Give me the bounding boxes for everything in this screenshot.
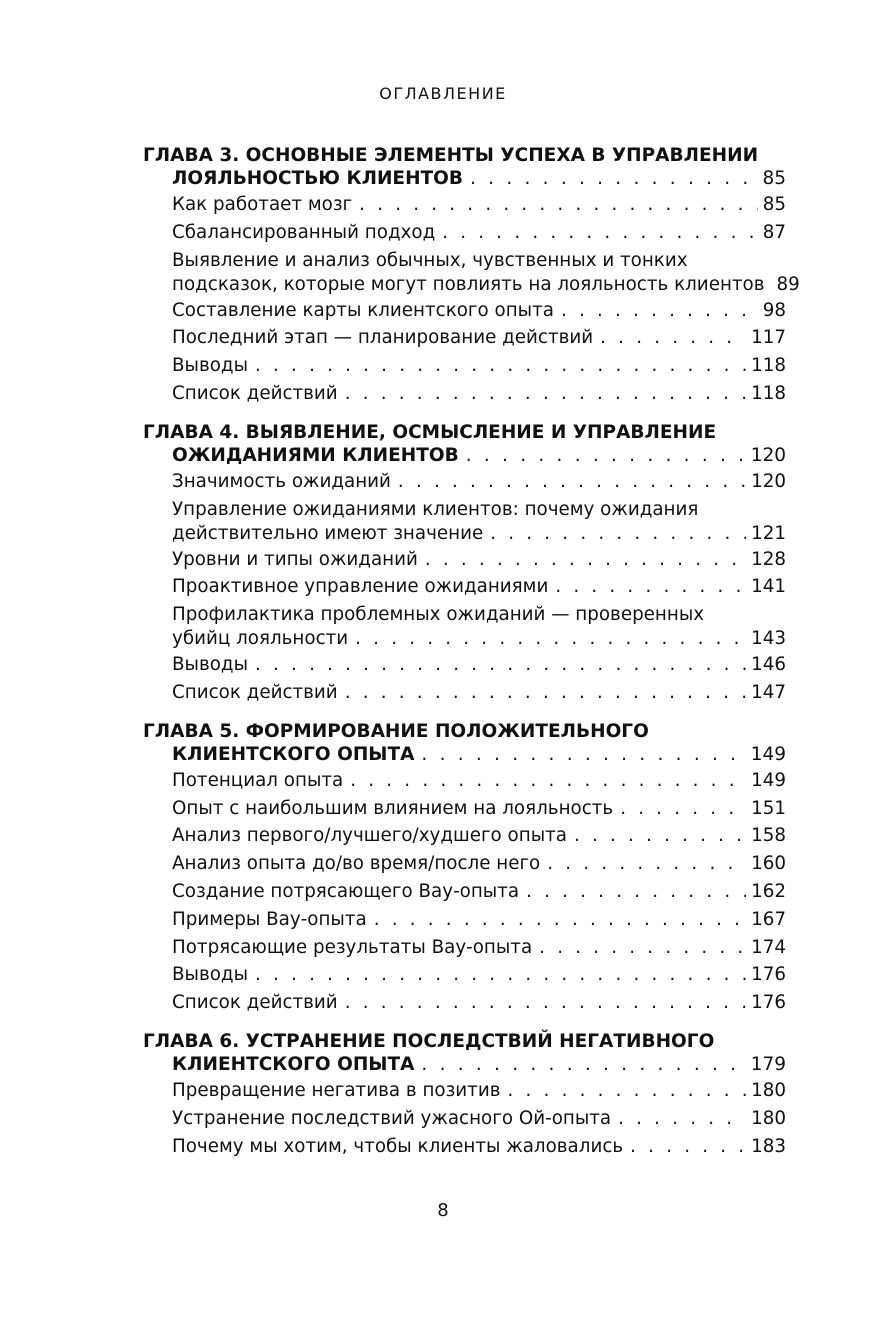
- toc-entry[interactable]: [143, 573, 786, 601]
- toc-entry[interactable]: [143, 850, 786, 878]
- entry-title: Примеры Вау-опыта: [172, 908, 367, 930]
- page-ref: 183: [751, 1135, 786, 1157]
- dot-leader: [255, 961, 746, 989]
- dot-leader: [255, 651, 746, 679]
- dot-leader: [350, 767, 746, 795]
- entry-title: Сбалансированный подход: [172, 221, 436, 243]
- page-ref: 128: [751, 548, 786, 570]
- entry-title: Превращение негатива в позитив: [172, 1079, 501, 1101]
- dot-leader: [398, 468, 746, 496]
- chapter-title-row[interactable]: [143, 444, 786, 468]
- toc-entry[interactable]: [143, 352, 786, 380]
- chapter-3: [143, 144, 800, 408]
- entry-title: убийц лояльности: [172, 628, 349, 650]
- entry-title: Проактивное управление ожиданиями: [172, 576, 549, 598]
- entry-title: Потенциал опыта: [172, 769, 344, 791]
- chapter-title-cont: ОЖИДАНИЯМИ КЛИЕНТОВ: [172, 444, 459, 466]
- toc-entry[interactable]: [143, 546, 786, 574]
- entry-title: Создание потрясающего Вау-опыта: [172, 880, 520, 902]
- entry-title: Список действий: [172, 992, 338, 1014]
- page-ref: 120: [750, 444, 786, 466]
- page-number: 8: [437, 1200, 449, 1221]
- chapter-title-cont: КЛИЕНТСКОГО ОПЫТА: [172, 743, 415, 765]
- page-ref: 143: [751, 628, 786, 650]
- page-ref: 118: [751, 355, 786, 377]
- dot-leader: [442, 219, 758, 247]
- dot-leader: [574, 822, 746, 850]
- entry-title: Список действий: [172, 382, 338, 404]
- dot-leader: [508, 1077, 747, 1105]
- chapter-title: ГЛАВА 6. УСТРАНЕНИЕ ПОСЛЕДСТВИЙ НЕГАТИВНОГО: [143, 1030, 715, 1052]
- toc-entry[interactable]: [143, 1105, 786, 1133]
- dot-leader: [526, 878, 746, 906]
- chapter-title: ГЛАВА 3. ОСНОВНЫЕ ЭЛЕМЕНТЫ УСПЕХА В УПРАВЛЕНИИ: [143, 145, 759, 166]
- dot-leader: [466, 444, 746, 468]
- entry-title: Почему мы хотим, чтобы клиенты жаловались: [172, 1135, 624, 1157]
- chapter-title-row[interactable]: [143, 743, 786, 767]
- dot-leader: [618, 1105, 746, 1133]
- entry-title: Значимость ожиданий: [172, 470, 391, 492]
- page-ref: 158: [751, 825, 786, 847]
- toc-entry[interactable]: [143, 651, 786, 679]
- toc-entry[interactable]: [143, 219, 786, 247]
- toc-entry[interactable]: [143, 934, 786, 962]
- page-ref: 98: [762, 299, 786, 321]
- page-ref: 176: [751, 964, 786, 986]
- page-ref: 149: [751, 769, 786, 791]
- table-of-contents: [143, 144, 800, 1173]
- dot-leader: [345, 989, 746, 1017]
- dot-leader: [374, 906, 746, 934]
- page-ref: 89: [776, 273, 800, 295]
- dot-leader: [555, 573, 746, 601]
- dot-leader: [630, 1133, 746, 1161]
- dot-leader: [561, 297, 758, 325]
- entry-title: Как работает мозг: [172, 194, 353, 215]
- page-ref: 176: [751, 992, 786, 1014]
- dot-leader: [620, 795, 746, 823]
- entry-title: Анализ первого/лучшего/худшего опыта: [172, 825, 567, 847]
- page-ref: 87: [762, 221, 786, 243]
- entry-title: Последний этап — планирование действий: [172, 327, 594, 349]
- dot-leader: [425, 546, 746, 574]
- entry-title-line1: Профилактика проблемных ожиданий — проверенных: [172, 604, 705, 626]
- chapter-5: [143, 720, 786, 1017]
- toc-entry[interactable]: [143, 468, 786, 496]
- toc-entry[interactable]: [143, 679, 786, 707]
- chapter-6: [143, 1030, 786, 1160]
- entry-title: Выводы: [172, 654, 249, 676]
- dot-leader: [255, 352, 746, 380]
- page-ref: 141: [751, 576, 786, 598]
- chapter-title-cont: КЛИЕНТСКОГО ОПЫТА: [172, 1053, 415, 1075]
- entry-title-line1: Управление ожиданиями клиентов: почему ожидания: [172, 498, 699, 520]
- page-ref: 120: [751, 470, 786, 492]
- page-ref: 180: [751, 1079, 786, 1101]
- entry-title-line1: Выявление и анализ обычных, чувственных и тонких: [172, 249, 688, 271]
- toc-entry[interactable]: [143, 272, 800, 297]
- toc-entry[interactable]: [143, 822, 786, 850]
- page-ref: 174: [751, 936, 786, 958]
- toc-entry[interactable]: [143, 324, 786, 352]
- toc-entry[interactable]: [143, 1077, 786, 1105]
- chapter-4: [143, 421, 786, 707]
- entry-title: Опыт с наибольшим влиянием на лояльность: [172, 797, 614, 819]
- entry-title: Потрясающие результаты Вау-опыта: [172, 936, 533, 958]
- dot-leader: [355, 626, 746, 651]
- chapter-title-cont: ЛОЯЛЬНОСТЬЮ КЛИЕНТОВ: [172, 168, 464, 189]
- entry-title: Устранение последствий ужасного Ой-опыта: [172, 1107, 612, 1129]
- page-header: ОГЛАВЛЕНИЕ: [379, 84, 507, 103]
- page-ref: 180: [751, 1107, 786, 1129]
- dot-leader: [345, 380, 746, 408]
- page-ref: 179: [750, 1053, 786, 1075]
- page-ref: 121: [751, 522, 786, 544]
- page-ref: 147: [751, 681, 786, 703]
- page-ref: 162: [751, 880, 786, 902]
- entry-title: Выводы: [172, 964, 249, 986]
- page-ref: 117: [751, 327, 786, 349]
- entry-title: Анализ опыта до/во время/после него: [172, 853, 541, 875]
- chapter-title: ГЛАВА 4. ВЫЯВЛЕНИЕ, ОСМЫСЛЕНИЕ И УПРАВЛЕНИЕ: [143, 421, 717, 443]
- dot-leader: [421, 743, 745, 767]
- chapter-title-row[interactable]: [143, 167, 786, 191]
- entry-title: подсказок, которые могут повлиять на лояльность клиентов: [172, 273, 765, 295]
- page-ref: 118: [751, 382, 786, 404]
- toc-entry[interactable]: [143, 989, 786, 1017]
- page-ref: 146: [751, 654, 786, 676]
- toc-entry[interactable]: [143, 767, 786, 795]
- dot-leader: [547, 850, 746, 878]
- page-ref: 149: [750, 743, 786, 765]
- page-ref: 160: [751, 853, 786, 875]
- entry-title: Составление карты клиентского опыта: [172, 299, 554, 321]
- dot-leader: [539, 934, 746, 962]
- entry-title: Выводы: [172, 355, 249, 377]
- page-ref: 151: [751, 797, 786, 819]
- toc-entry[interactable]: [143, 626, 786, 651]
- entry-title: Список действий: [172, 681, 338, 703]
- dot-leader: [345, 679, 746, 707]
- dot-leader: [600, 324, 746, 352]
- entry-title: Уровни и типы ожиданий: [172, 548, 418, 570]
- chapter-title: ГЛАВА 5. ФОРМИРОВАНИЕ ПОЛОЖИТЕЛЬНОГО: [143, 720, 649, 742]
- toc-entry[interactable]: [143, 380, 786, 408]
- toc-entry[interactable]: [143, 1133, 786, 1161]
- dot-leader: [359, 191, 758, 219]
- toc-entry[interactable]: [143, 878, 786, 906]
- dot-leader: [470, 167, 757, 191]
- page-ref: 85: [762, 194, 786, 215]
- toc-entry[interactable]: [143, 521, 786, 546]
- dot-leader: [421, 1053, 745, 1077]
- toc-entry[interactable]: [143, 795, 786, 823]
- toc-entry[interactable]: [143, 906, 786, 934]
- toc-entry[interactable]: [143, 191, 786, 219]
- toc-entry[interactable]: [143, 961, 786, 989]
- page-ref: 85: [762, 168, 786, 189]
- chapter-title-row[interactable]: [143, 1053, 786, 1077]
- dot-leader: [490, 521, 746, 546]
- page-ref: 167: [751, 908, 786, 930]
- toc-entry[interactable]: [143, 297, 786, 325]
- entry-title: действительно имеют значение: [172, 522, 484, 544]
